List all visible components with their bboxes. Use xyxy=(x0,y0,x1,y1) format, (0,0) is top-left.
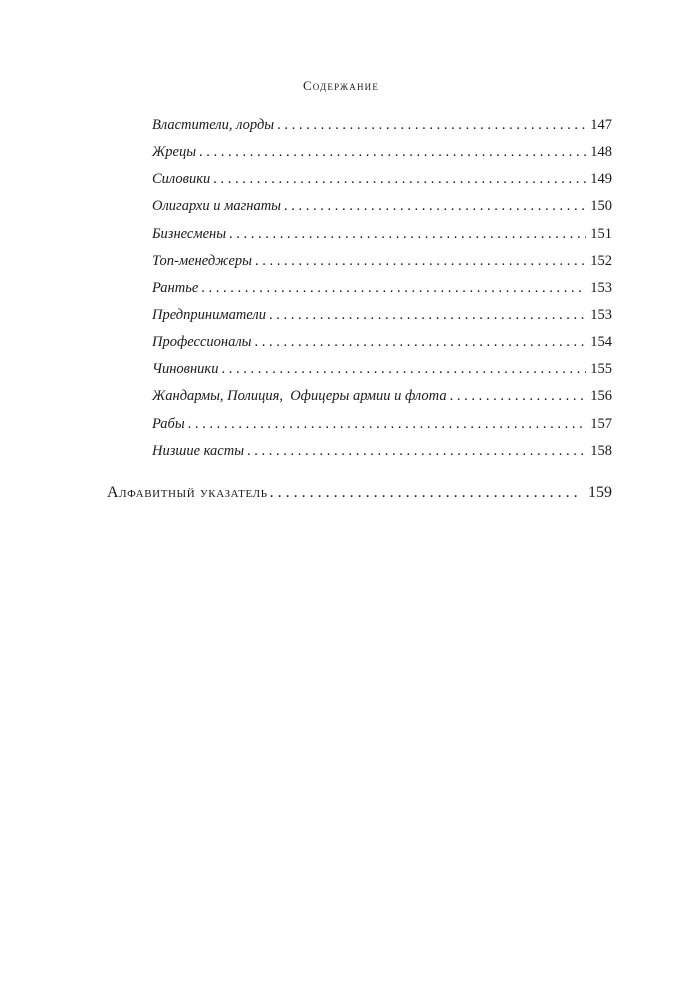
dot-leader xyxy=(247,443,586,460)
toc-entry-title: Бизнесмены xyxy=(152,225,227,242)
toc-entry-title: Низшие касты xyxy=(152,442,245,459)
running-header: Содержание xyxy=(302,78,380,93)
toc-entry-page: 156 xyxy=(590,388,612,405)
toc-entry xyxy=(152,117,612,144)
toc-entry-title: Олигархи и магнаты xyxy=(152,198,281,215)
dot-leader xyxy=(188,416,587,433)
toc-entry-title: Жрецы xyxy=(152,144,197,161)
toc-entry xyxy=(152,416,612,443)
toc-entry-page: 152 xyxy=(590,252,612,269)
toc-entry-title: Топ-менеджеры xyxy=(152,252,252,269)
toc-entry-page: 153 xyxy=(590,306,612,323)
dot-leader xyxy=(229,226,586,243)
toc-entry xyxy=(152,307,612,334)
dot-leader xyxy=(199,144,586,161)
toc-entry xyxy=(152,198,612,225)
dot-leader xyxy=(284,198,586,215)
toc-entry-title: Властители, лорды xyxy=(152,117,275,133)
toc-entry-page: 147 xyxy=(590,117,612,133)
dot-leader xyxy=(255,253,586,270)
toc-entry xyxy=(152,253,612,280)
index-entry-title: Алфавитный указатель xyxy=(107,484,268,501)
toc-entry-page: 157 xyxy=(590,415,612,432)
toc-entry-page: 155 xyxy=(590,361,612,378)
table-of-contents xyxy=(152,117,612,470)
toc-entry xyxy=(152,280,612,307)
toc-entry xyxy=(152,443,612,470)
toc-entry-title: Рантье xyxy=(152,279,199,296)
toc-entry xyxy=(152,171,612,198)
toc-entry-page: 148 xyxy=(590,144,612,161)
dot-leader xyxy=(221,361,586,378)
toc-entry xyxy=(152,361,612,388)
toc-entry-page: 149 xyxy=(590,171,612,188)
dot-leader xyxy=(277,117,586,134)
dot-leader xyxy=(254,334,586,351)
toc-entry-page: 150 xyxy=(590,198,612,215)
toc-entry xyxy=(152,334,612,361)
toc-entry-title: Профессионалы xyxy=(152,334,252,351)
index-entry xyxy=(107,484,612,502)
toc-entry-title: Жандармы, Полиция, Офицеры армии и флота xyxy=(152,388,447,405)
toc-entry xyxy=(152,226,612,253)
dot-leader xyxy=(213,171,586,188)
toc-entry-title: Чиновники xyxy=(152,361,219,378)
toc-entry-title: Рабы xyxy=(152,415,185,432)
toc-entry xyxy=(152,144,612,171)
toc-entry-page: 158 xyxy=(590,442,612,459)
toc-entry-page: 153 xyxy=(590,279,612,296)
toc-entry xyxy=(152,388,612,415)
dot-leader xyxy=(201,280,586,297)
toc-entry-page: 151 xyxy=(590,225,612,242)
toc-entry-title: Предприниматели xyxy=(152,306,266,323)
dot-leader xyxy=(269,307,586,324)
dot-leader xyxy=(450,388,587,405)
index-entry-page: 159 xyxy=(588,484,612,501)
toc-entry-title: Силовики xyxy=(152,171,211,188)
dot-leader xyxy=(270,484,582,502)
toc-entry-page: 154 xyxy=(590,334,612,351)
